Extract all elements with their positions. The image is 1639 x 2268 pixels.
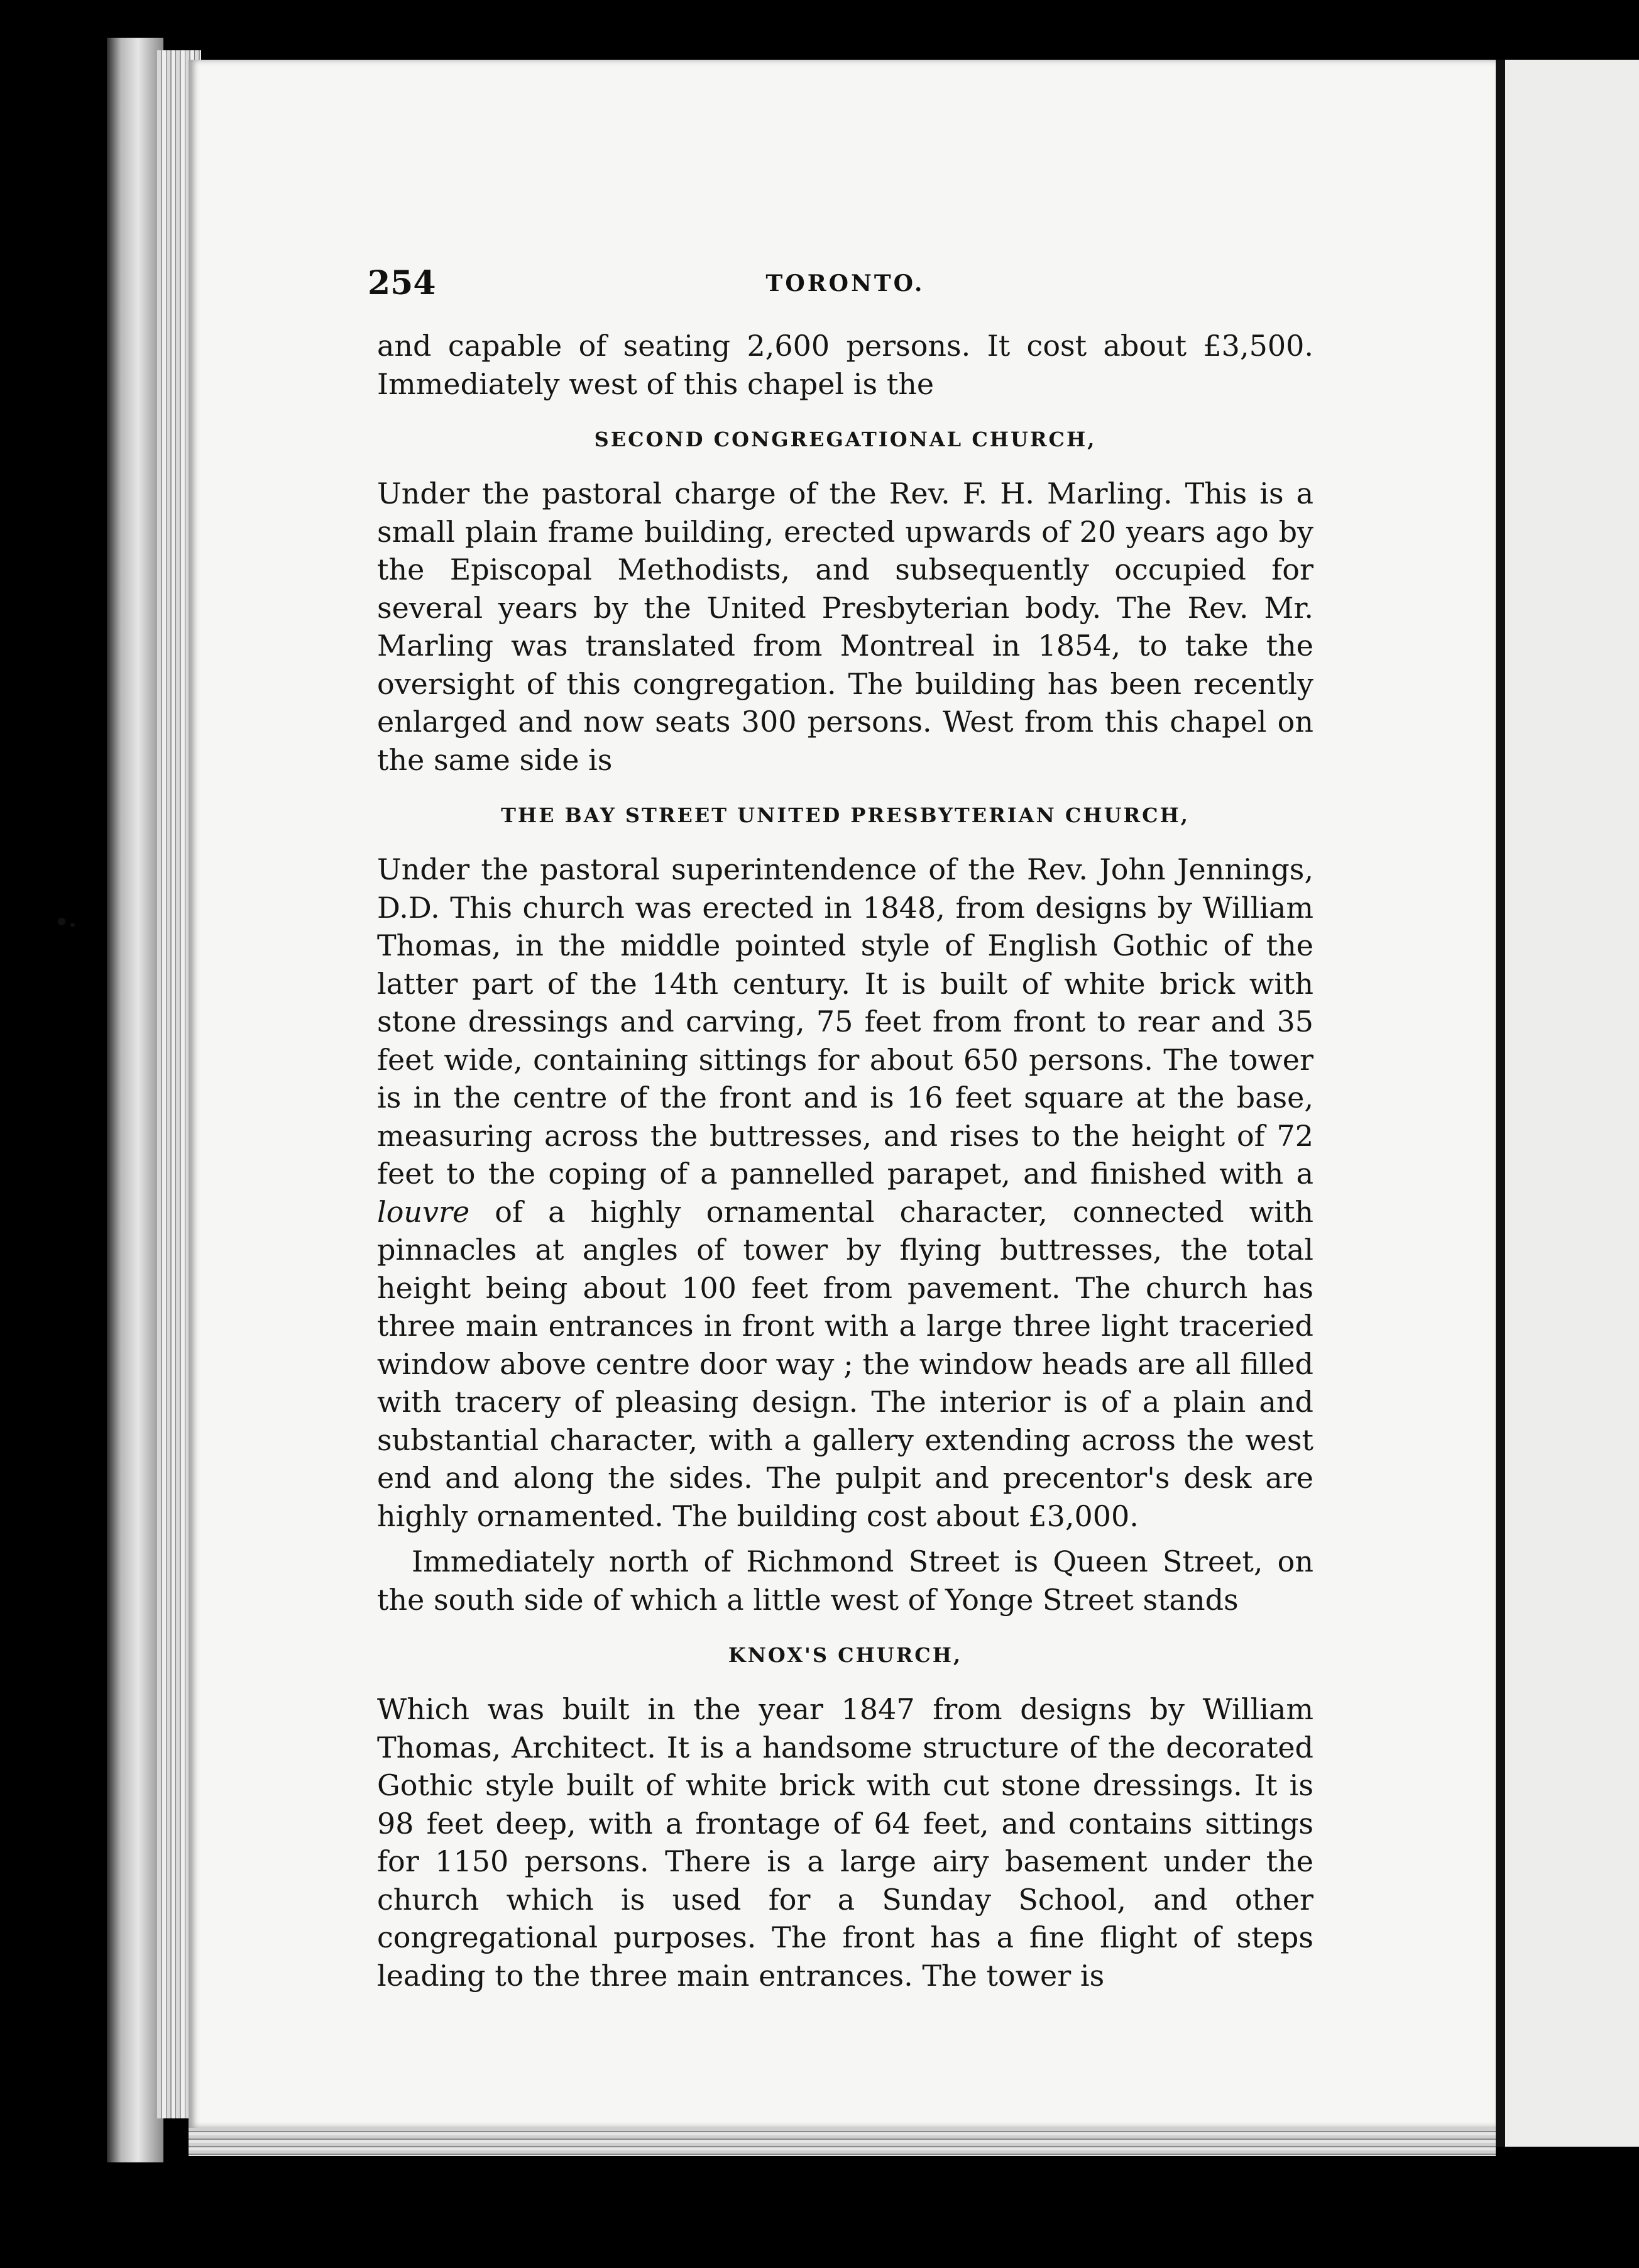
scan-speck bbox=[58, 918, 65, 925]
paragraph-bay-street-part2: of a highly ornamental character, connected with pinnacles at angles of tower by flying buttresses, the total height being about 100 feet from pavement. The church has three main entrances in front with a large three light traceried window above centre door way ; the window heads are all filled with tracery of pleasing design. The interior is of a plain and substantial character, with a gallery extending across the west end and along the sides. The pulpit and precentor's desk are highly ornamented. The building cost about £3,000. bbox=[377, 1194, 1313, 1533]
paragraph-intro: and capable of seating 2,600 persons. It cost about £3,500. Immediately west of this chapel is the bbox=[377, 329, 1313, 401]
page-number: 254 bbox=[368, 264, 436, 302]
section-heading-bay-street: THE BAY STREET UNITED PRESBYTERIAN CHURCH, bbox=[501, 803, 1190, 827]
book-spine bbox=[107, 38, 163, 2162]
paragraph-bay-street bbox=[377, 851, 1313, 1535]
paragraph-queen-street: Immediately north of Richmond Street is Queen Street, on the south side of which a little west of Yonge Street stands bbox=[377, 1544, 1313, 1617]
running-title: TORONTO. bbox=[765, 270, 925, 297]
section-heading-second-congregational: SECOND CONGREGATIONAL CHURCH, bbox=[594, 427, 1097, 451]
paragraph-second-congregational: Under the pastoral charge of the Rev. F. H. Marling. This is a small plain frame building, erected upwards of 20 years ago by the Episcopal Methodists, and subsequently occupied for several years by the United Presbyterian body. The Rev. Mr. Marling was translated from Montreal in 1854, to take the oversight of this congregation. The building has been recently enlarged and now seats 300 persons. West from this chapel on the same side is bbox=[377, 476, 1313, 777]
paragraph-bay-street-italic: louvre bbox=[377, 1194, 470, 1229]
paragraph-bay-street-part1: Under the pastoral superintendence of the Rev. John Jennings, D.D. This church was erected in 1848, from designs by William Thomas, in the middle pointed style of English Gothic of the latter part of the 14th century. It is built of white brick with stone dressings and carving, 75 feet from front to rear and 35 feet wide, containing sittings for about 650 persons. The tower is in the centre of the front and is 16 feet square at the base, measuring across the buttresses, and rises to the height of 72 feet to the coping of a pannelled parapet, and finished with a bbox=[377, 852, 1313, 1191]
paragraph-knoxs-church: Which was built in the year 1847 from designs by William Thomas, Architect. It is a handsome structure of the decorated Gothic style built of white brick with cut stone dressings. It is 98 feet deep, with a frontage of 64 feet, and contains sittings for 1150 persons. There is a large airy basement under the church which is used for a Sunday School, and other congregational purposes. The front has a fine flight of steps leading to the three main entrances. The tower is bbox=[377, 1692, 1313, 1993]
section-heading-knoxs-church: KNOX'S CHURCH, bbox=[728, 1643, 963, 1667]
running-head bbox=[368, 264, 1323, 308]
scan-speck bbox=[70, 923, 75, 927]
page-edges-bottom bbox=[189, 2128, 1496, 2156]
facing-page bbox=[1505, 60, 1639, 2147]
body-text bbox=[377, 327, 1313, 1995]
